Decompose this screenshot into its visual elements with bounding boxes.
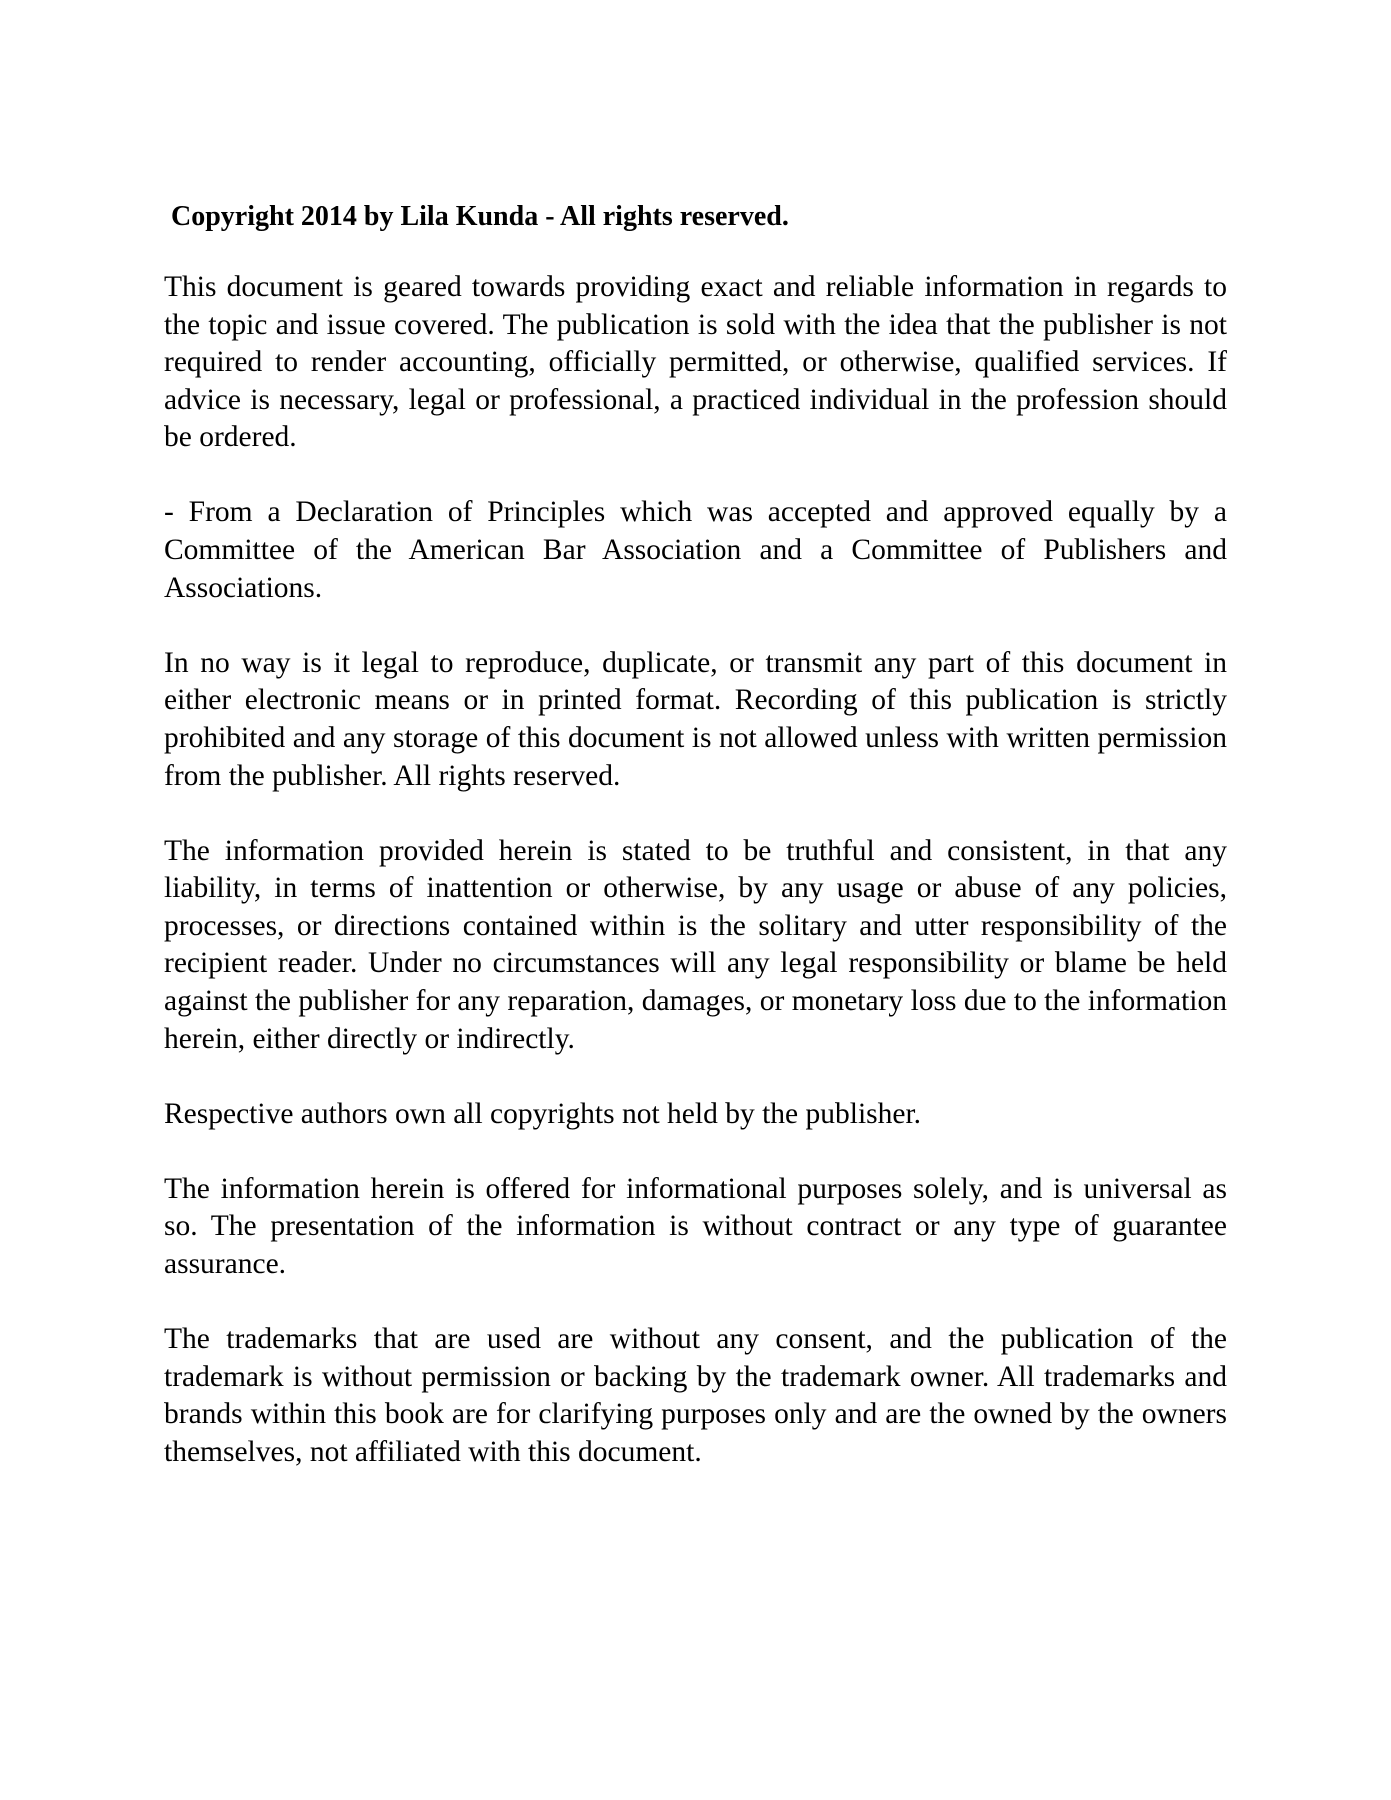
paragraph-reproduction: In no way is it legal to reproduce, duplicate, or transmit any part of this document in either electronic means or in printed format. Recording of this publication is strictly prohibited and any storage of this document is not allowed unless with written permission from the publisher. All rights reserved. bbox=[164, 646, 1227, 792]
paragraph-informational: The information herein is offered for informational purposes solely, and is universal as so. The presentation of the information is without contract or any type of guarantee assurance. bbox=[164, 1172, 1227, 1280]
paragraph-declaration: - From a Declaration of Principles which was accepted and approved equally by a Committee of the American Bar Association and a Committee of Publishers and Associations. bbox=[164, 496, 1227, 604]
copyright-title: Copyright 2014 by Lila Kunda - All rights reserved. bbox=[171, 201, 789, 232]
paragraph-liability: The information provided herein is stated to be truthful and consistent, in that any liability, in terms of inattention or otherwise, by any usage or abuse of any policies, processes, or directions contained within is the solitary and utter responsibility of the recipient reader. Under no circumstances will any legal responsibility or blame be held against the publisher for any reparation, damages, or monetary loss due to the information herein, either directly or indirectly. bbox=[164, 834, 1227, 1055]
document-page bbox=[164, 198, 1227, 1509]
paragraph-disclaimer: This document is geared towards providing exact and reliable information in regards to the topic and issue covered. The publication is sold with the idea that the publisher is not required to render accounting, officially permitted, or otherwise, qualified services. If advice is necessary, legal or professional, a practiced individual in the profession should be ordered. bbox=[164, 271, 1227, 454]
paragraph-copyrights: Respective authors own all copyrights not held by the publisher. bbox=[164, 1097, 922, 1130]
paragraph-trademarks: The trademarks that are used are without any consent, and the publication of the trademark is without permission or backing by the trademark owner. All trademarks and brands within this book are for clarifying purposes only and are the owned by the owners themselves, not affiliated with this document. bbox=[164, 1323, 1227, 1468]
